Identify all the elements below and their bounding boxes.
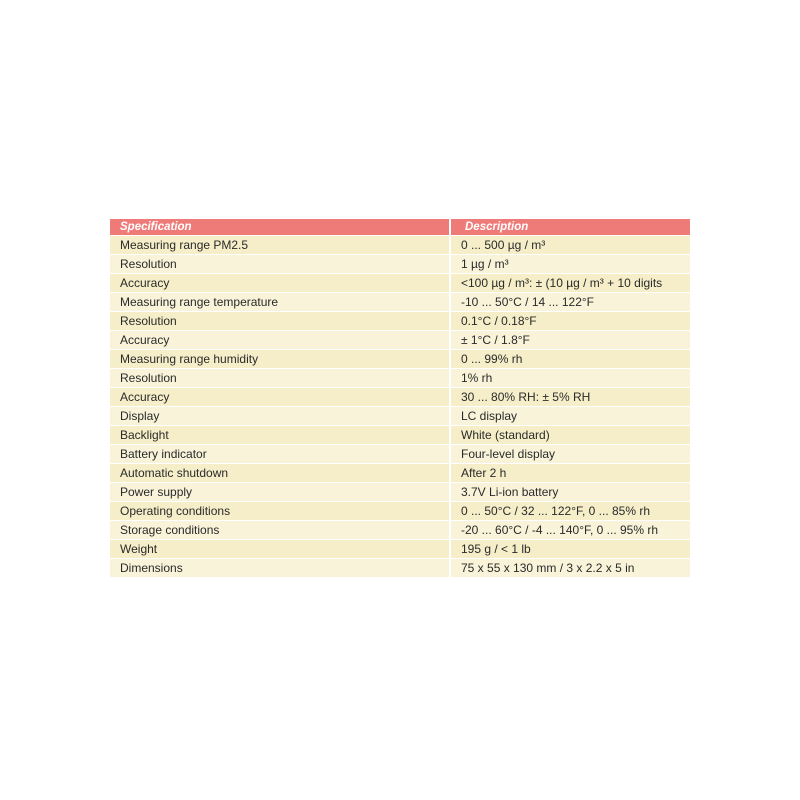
header-specification: Specification xyxy=(110,219,450,236)
description-cell: 30 ... 80% RH: ± 5% RH xyxy=(450,388,690,407)
description-cell: LC display xyxy=(450,407,690,426)
table-row xyxy=(110,312,690,331)
specification-cell: Operating conditions xyxy=(110,502,450,521)
table-row xyxy=(110,236,690,255)
description-cell: Four-level display xyxy=(450,445,690,464)
description-cell: 75 x 55 x 130 mm / 3 x 2.2 x 5 in xyxy=(450,559,690,578)
specification-cell: Accuracy xyxy=(110,274,450,293)
description-cell: ± 1°C / 1.8°F xyxy=(450,331,690,350)
specification-cell: Backlight xyxy=(110,426,450,445)
specification-cell: Accuracy xyxy=(110,331,450,350)
table-row xyxy=(110,426,690,445)
table-row xyxy=(110,331,690,350)
header-description: Description xyxy=(450,219,690,236)
specification-table xyxy=(110,219,690,577)
table-row xyxy=(110,540,690,559)
description-cell: 1 µg / m³ xyxy=(450,255,690,274)
specification-cell: Resolution xyxy=(110,255,450,274)
description-cell: 1% rh xyxy=(450,369,690,388)
table-row xyxy=(110,293,690,312)
specification-cell: Display xyxy=(110,407,450,426)
specification-cell: Measuring range humidity xyxy=(110,350,450,369)
specification-cell: Dimensions xyxy=(110,559,450,578)
table-row xyxy=(110,559,690,578)
description-cell: 195 g / < 1 lb xyxy=(450,540,690,559)
table-row xyxy=(110,445,690,464)
description-cell: -20 ... 60°C / -4 ... 140°F, 0 ... 95% rh xyxy=(450,521,690,540)
table-row xyxy=(110,388,690,407)
table-row xyxy=(110,521,690,540)
specification-cell: Measuring range PM2.5 xyxy=(110,236,450,255)
specification-cell: Accuracy xyxy=(110,388,450,407)
table-row xyxy=(110,502,690,521)
description-cell: -10 ... 50°C / 14 ... 122°F xyxy=(450,293,690,312)
description-cell: 0 ... 50°C / 32 ... 122°F, 0 ... 85% rh xyxy=(450,502,690,521)
specification-cell: Battery indicator xyxy=(110,445,450,464)
specification-cell: Weight xyxy=(110,540,450,559)
table-row xyxy=(110,464,690,483)
table-row xyxy=(110,407,690,426)
description-cell: 0 ... 99% rh xyxy=(450,350,690,369)
specification-cell: Automatic shutdown xyxy=(110,464,450,483)
specification-cell: Resolution xyxy=(110,312,450,331)
table-row xyxy=(110,274,690,293)
table-row xyxy=(110,350,690,369)
table-row xyxy=(110,255,690,274)
description-cell: 0.1°C / 0.18°F xyxy=(450,312,690,331)
description-cell: 0 ... 500 µg / m³ xyxy=(450,236,690,255)
description-cell: <100 µg / m³: ± (10 µg / m³ + 10 digits xyxy=(450,274,690,293)
description-cell: White (standard) xyxy=(450,426,690,445)
specification-cell: Storage conditions xyxy=(110,521,450,540)
table-row xyxy=(110,369,690,388)
table-body xyxy=(110,236,690,578)
specification-cell: Resolution xyxy=(110,369,450,388)
specification-cell: Power supply xyxy=(110,483,450,502)
table-row xyxy=(110,483,690,502)
table-header-row xyxy=(110,219,690,236)
description-cell: 3.7V Li-ion battery xyxy=(450,483,690,502)
description-cell: After 2 h xyxy=(450,464,690,483)
specification-cell: Measuring range temperature xyxy=(110,293,450,312)
